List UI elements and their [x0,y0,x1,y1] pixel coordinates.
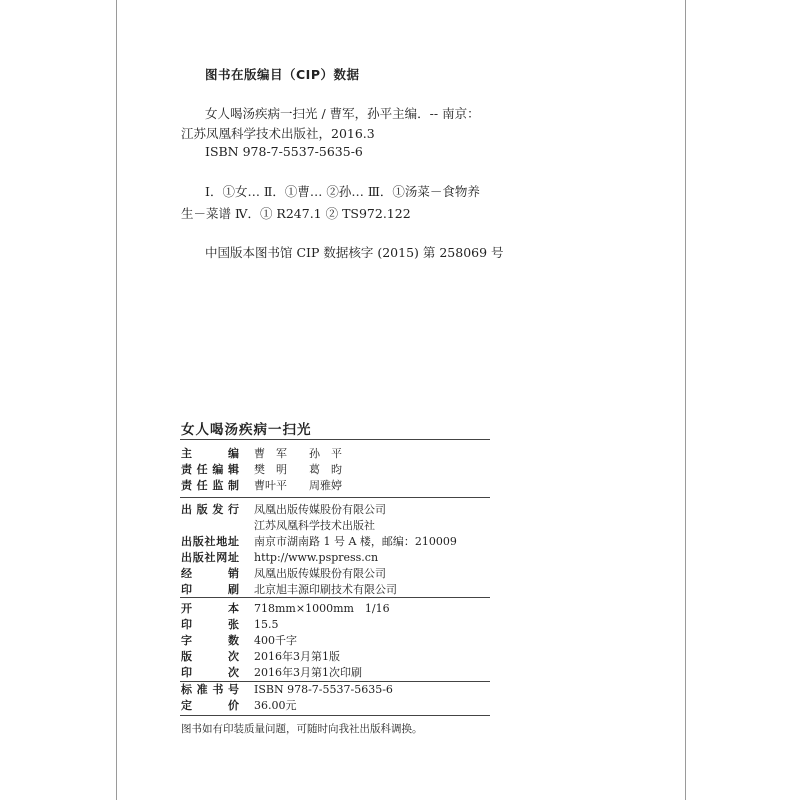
publisher-value: 凤凰出版传媒股份有限公司 [254,503,386,516]
supervisor-value: 曹叶平 周雅婷 [254,479,342,492]
publisher-rule [180,597,490,598]
responsible-editor-label: 责任编辑 [181,463,239,476]
publisher-value-2: 江苏凤凰科学技术出版社 [254,519,375,532]
cip-registration-line: 中国版本图书馆 CIP 数据核字 (2015) 第 258069 号 [205,245,504,260]
credits-rule [180,497,490,498]
edition-label: 版 次 [181,650,239,663]
printing-value: 2016年3月第1次印刷 [254,666,362,679]
bottom-rule [180,715,490,716]
format-label: 开 本 [181,602,239,615]
price-value: 36.00元 [254,699,297,712]
printer-label: 印 刷 [181,583,239,596]
editor-value: 曹 军 孙 平 [254,447,342,460]
edition-value: 2016年3月第1版 [254,650,340,663]
book-title: 女人喝汤疾病一扫光 [181,422,312,438]
word-count-value: 400千字 [254,634,297,647]
printer-value: 北京旭丰源印刷技术有限公司 [254,583,397,596]
distributor-value: 凤凰出版传媒股份有限公司 [254,567,386,580]
isbn-label: 标准书号 [181,683,239,696]
responsible-editor-value: 樊 明 葛 昀 [254,463,342,476]
format-value: 718mm×1000mm 1/16 [254,602,390,615]
isbn-value: ISBN 978-7-5537-5635-6 [254,683,393,696]
cip-subject-line-2: 生－菜谱 Ⅳ．① R247.1 ② TS972.122 [181,206,411,221]
quality-notice: 图书如有印装质量问题，可随时向我社出版科调换。 [181,723,423,735]
distributor-label: 经 销 [181,567,239,580]
word-count-label: 字 数 [181,634,239,647]
specs-rule [180,681,490,682]
printing-label: 印 次 [181,666,239,679]
cip-isbn-line: ISBN 978-7-5537-5635-6 [205,144,363,159]
supervisor-label: 责任监制 [181,479,239,492]
website-label: 出版社网址 [181,551,239,564]
cip-title-line: 女人喝汤疾病一扫光 / 曹军，孙平主编．-- 南京： [205,106,480,121]
address-label: 出版社地址 [181,535,239,548]
title-rule [180,439,490,440]
cip-publisher-line: 江苏凤凰科学技术出版社，2016.3 [181,126,375,141]
publisher-label: 出版发行 [181,503,239,516]
editor-label: 主 编 [181,447,239,460]
price-label: 定 价 [181,699,239,712]
address-value: 南京市湖南路 1 号 A 楼，邮编：210009 [254,535,457,548]
website-value: http://www.pspress.cn [254,551,379,564]
cip-subject-line-1: Ⅰ．①女… Ⅱ．①曹… ②孙… Ⅲ．①汤菜－食物养 [205,184,480,199]
sheets-value: 15.5 [254,618,279,631]
sheets-label: 印 张 [181,618,239,631]
cip-heading: 图书在版编目（CIP）数据 [205,67,360,82]
